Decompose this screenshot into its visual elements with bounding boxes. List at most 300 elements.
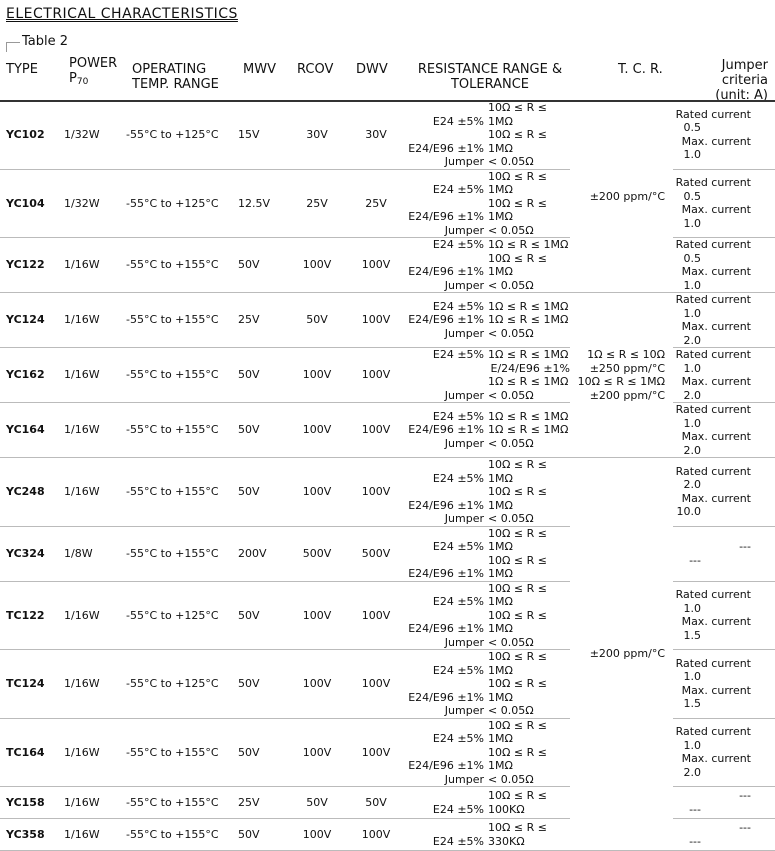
tolerance-label: Jumper [444,223,484,237]
cell-dwv: 100V [346,238,406,293]
resistance-range: 10Ω ≤ R ≤ 1MΩ [488,553,547,580]
jumper-line [673,375,775,402]
tolerance-label: Jumper [444,635,484,649]
jumper-label: Rated current [675,348,751,361]
resistance-line [406,197,570,224]
jumper-line [673,657,775,684]
resistance-range: 10Ω ≤ R ≤ 1MΩ [488,526,547,553]
cell-mwv: 50V [238,403,288,458]
cell-mwv: 200V [238,526,288,581]
cell-rcov: 100V [288,458,346,527]
jumper-line [673,348,775,375]
resistance-line [406,170,570,197]
resistance-range: 1Ω ≤ R ≤ 1MΩ [488,375,569,388]
cell-resistance [406,650,570,719]
cell-temp-range: -55°C to +155°C [126,293,238,348]
jumper-value: 0.5 [683,189,701,203]
cell-temp-range: -55°C to +155°C [126,238,238,293]
tolerance-label: E24/E96 ±1% [408,498,484,512]
resistance-range: 10Ω ≤ R ≤ 1MΩ [488,169,547,196]
resistance-line [406,582,570,609]
cell-mwv: 50V [238,458,288,527]
cell-type: YC358 [0,819,64,851]
cell-jumper [673,819,775,851]
cell-mwv: 12.5V [238,169,288,238]
cell-dwv: 100V [346,718,406,787]
cell-mwv: 50V [238,348,288,403]
cell-jumper [673,169,775,238]
resistance-range: < 0.05Ω [488,635,534,649]
jumper-label: Rated current [675,293,751,306]
resistance-line [406,636,570,650]
jumper-line [673,176,775,203]
cell-type: YC324 [0,526,64,581]
resistance-range: < 0.05Ω [488,704,534,717]
cell-dwv: 100V [346,293,406,348]
header-temp-line1: OPERATING [132,62,207,77]
jumper-label: Max. current [681,375,751,388]
cell-dwv: 50V [346,787,406,819]
cell-mwv: 15V [238,101,288,169]
cell-power: 1/32W [64,101,126,169]
header-power [69,56,117,90]
resistance-line [406,719,570,746]
resistance-range: 10Ω ≤ R ≤ 1MΩ [488,581,547,608]
cell-rcov: 30V [288,101,346,169]
cell-type: YC162 [0,348,64,403]
tolerance-label: E24 ±5% [432,238,484,251]
cell-rcov: 100V [288,403,346,458]
jumper-line [673,403,775,430]
table-row [0,458,775,527]
jumper-value: 1.0 [683,361,701,375]
caption-bracket [6,42,7,52]
cell-temp-range: -55°C to +125°C [126,581,238,650]
cell-mwv: 50V [238,581,288,650]
jumper-label: --- [739,789,751,802]
jumper-value: 1.0 [683,670,701,684]
cell-type: TC124 [0,650,64,719]
tcr-line: ±200 ppm/°C [589,388,665,402]
cell-power: 1/16W [64,458,126,527]
cell-temp-range: -55°C to +155°C [126,458,238,527]
cell-power: 1/8W [64,526,126,581]
jumper-line [673,320,775,347]
cell-dwv: 100V [346,650,406,719]
cell-jumper [673,581,775,650]
header-temp-range [132,62,219,92]
header-mwv: MWV [243,62,276,77]
cell-type: TC122 [0,581,64,650]
tolerance-label: Jumper [444,772,484,786]
caption-bracket-line [6,42,20,43]
cell-rcov: 100V [288,348,346,403]
table-body [0,101,775,851]
jumper-value: 2.0 [683,333,701,347]
resistance-range: < 0.05Ω [488,223,534,237]
resistance-line [406,437,570,451]
jumper-value: 1.0 [683,278,701,292]
header-jumper-line1: Jumper criteria [721,58,768,88]
cell-dwv: 100V [346,458,406,527]
cell-resistance [406,787,570,819]
tcr-line: 10Ω ≤ R ≤ 1MΩ [577,375,665,388]
table-caption: Table 2 [22,34,69,49]
jumper-line [673,265,775,292]
cell-rcov: 50V [288,787,346,819]
jumper-value: 1.0 [683,738,701,752]
cell-type: YC102 [0,101,64,169]
resistance-line [406,821,570,848]
tolerance-label: E24 ±5% [432,471,484,485]
cell-rcov: 25V [288,169,346,238]
tolerance-label: E/24/E96 ±1% [490,361,570,375]
cell-resistance [406,458,570,527]
tolerance-label: E24/E96 ±1% [408,690,484,704]
cell-rcov: 100V [288,718,346,787]
cell-jumper [673,526,775,581]
resistance-range: 10Ω ≤ R ≤ 1MΩ [488,718,547,745]
cell-type: YC124 [0,293,64,348]
resistance-range: 1Ω ≤ R ≤ 1MΩ [488,313,569,327]
jumper-label: Rated current [675,588,751,602]
cell-power: 1/16W [64,403,126,458]
tcr-line: ±250 ppm/°C [589,361,665,375]
jumper-label: Rated current [675,725,751,739]
resistance-range: 10Ω ≤ R ≤ 1MΩ [488,608,547,635]
tolerance-label: E24 ±5% [432,802,484,816]
jumper-line [673,789,775,816]
tolerance-label: E24/E96 ±1% [408,622,484,635]
cell-mwv: 50V [238,238,288,293]
jumper-label: Rated current [675,464,751,478]
jumper-label: Max. current [681,134,751,148]
cell-dwv: 100V [346,348,406,403]
resistance-range: < 0.05Ω [488,326,534,340]
resistance-line [406,512,570,526]
table-row [0,101,775,169]
jumper-value: 10.0 [676,505,701,519]
cell-power: 1/16W [64,650,126,719]
cell-jumper [673,403,775,458]
cell-resistance [406,348,570,403]
resistance-range: 1Ω ≤ R ≤ 1MΩ [488,238,569,251]
resistance-line [406,410,570,424]
jumper-value: 0.5 [683,121,701,135]
resistance-range: < 0.05Ω [488,278,534,292]
jumper-label: --- [739,540,751,553]
jumper-label: Rated current [675,176,751,190]
cell-rcov: 100V [288,819,346,851]
jumper-line [673,725,775,752]
cell-resistance [406,403,570,458]
cell-temp-range: -55°C to +155°C [126,348,238,403]
jumper-line [673,465,775,492]
jumper-value: 0.5 [683,251,701,265]
jumper-value: 1.0 [683,416,701,430]
cell-type: YC122 [0,238,64,293]
resistance-range: 10Ω ≤ R ≤ 1MΩ [488,458,547,485]
resistance-range: 10Ω ≤ R ≤ 100KΩ [488,789,547,816]
tolerance-label: E24/E96 ±1% [408,759,484,772]
jumper-line [673,615,775,642]
tolerance-label: Jumper [444,155,484,168]
cell-jumper [673,458,775,527]
resistance-range: 10Ω ≤ R ≤ 330KΩ [488,821,547,848]
cell-tcr [570,101,673,293]
resistance-range: 1Ω ≤ R ≤ 1MΩ [488,409,569,423]
cell-power: 1/16W [64,238,126,293]
header-rcov: RCOV [297,62,334,77]
cell-resistance [406,238,570,293]
jumper-value: --- [689,802,701,816]
resistance-line [406,279,570,293]
tolerance-label: Jumper [444,278,484,292]
jumper-value: 1.0 [683,306,701,320]
header-res-line1: RESISTANCE RANGE & [417,62,563,77]
resistance-line [406,527,570,554]
tolerance-label: E24 ±5% [432,299,484,313]
table-row [0,293,775,348]
resistance-line [406,773,570,787]
cell-tcr [570,458,673,851]
cell-mwv: 25V [238,293,288,348]
jumper-value: 1.5 [683,697,701,711]
jumper-line [673,752,775,779]
cell-type: YC158 [0,787,64,819]
tolerance-label: E24/E96 ±1% [408,423,484,437]
cell-type: YC248 [0,458,64,527]
tolerance-label: E24 ±5% [432,595,484,608]
tolerance-label: E24/E96 ±1% [408,313,484,327]
cell-mwv: 50V [238,819,288,851]
cell-mwv: 50V [238,650,288,719]
resistance-line [406,300,570,314]
cell-jumper [673,718,775,787]
resistance-line [406,348,570,362]
cell-dwv: 100V [346,581,406,650]
jumper-value: 1.0 [683,216,701,230]
cell-temp-range: -55°C to +125°C [126,169,238,238]
tcr-line: ±200 ppm/°C [589,189,665,203]
cell-power: 1/16W [64,293,126,348]
cell-jumper [673,238,775,293]
jumper-label: --- [739,821,751,834]
jumper-label: Max. current [681,265,751,278]
jumper-label: Rated current [675,403,751,416]
header-temp-line2: TEMP. RANGE [132,77,219,92]
jumper-line [673,684,775,711]
tolerance-label: E24 ±5% [432,183,484,196]
resistance-line [406,155,570,169]
tolerance-label: E24 ±5% [432,732,484,745]
cell-temp-range: -55°C to +125°C [126,101,238,169]
cell-power: 1/16W [64,718,126,787]
cell-temp-range: -55°C to +155°C [126,787,238,819]
section-title: ELECTRICAL CHARACTERISTICS [6,6,238,22]
cell-jumper [673,101,775,169]
tolerance-label: E24/E96 ±1% [408,141,484,155]
jumper-value: --- [689,553,701,567]
resistance-range: 10Ω ≤ R ≤ 1MΩ [488,745,547,772]
resistance-line [406,101,570,128]
jumper-line [673,238,775,265]
jumper-label: Rated current [675,107,751,121]
cell-dwv: 30V [346,101,406,169]
jumper-value: 2.0 [683,478,701,492]
tolerance-label: E24 ±5% [432,540,484,553]
tolerance-label: Jumper [444,512,484,525]
resistance-line [406,609,570,636]
jumper-label: Max. current [681,430,751,443]
jumper-label: Max. current [681,615,751,629]
resistance-line [406,313,570,327]
resistance-line [406,677,570,704]
resistance-range: < 0.05Ω [488,512,534,525]
cell-resistance [406,581,570,650]
jumper-value: 2.0 [683,443,701,457]
cell-power: 1/16W [64,348,126,403]
jumper-value: 2.0 [683,388,701,402]
resistance-line [406,238,570,252]
cell-rcov: 50V [288,293,346,348]
jumper-label: Max. current [681,683,751,697]
cell-rcov: 100V [288,581,346,650]
cell-temp-range: -55°C to +125°C [126,650,238,719]
tolerance-label: Jumper [444,326,484,340]
header-dwv: DWV [356,62,388,77]
cell-temp-range: -55°C to +155°C [126,819,238,851]
resistance-range: 10Ω ≤ R ≤ 1MΩ [488,251,547,278]
cell-resistance [406,526,570,581]
tolerance-label: E24 ±5% [432,834,484,848]
tolerance-label: E24/E96 ±1% [408,210,484,223]
cell-mwv: 50V [238,718,288,787]
cell-type: YC104 [0,169,64,238]
jumper-label: Max. current [681,203,751,217]
cell-power: 1/16W [64,819,126,851]
tolerance-label: Jumper [444,704,484,717]
jumper-label: Max. current [681,320,751,333]
cell-rcov: 500V [288,526,346,581]
resistance-line [406,389,570,403]
jumper-line [673,492,775,519]
jumper-line [673,821,775,848]
jumper-line [673,108,775,135]
resistance-range: 10Ω ≤ R ≤ 1MΩ [488,485,547,512]
resistance-line [406,554,570,581]
resistance-range: < 0.05Ω [488,388,534,402]
header-power-sub: 70 [76,77,89,87]
cell-dwv: 25V [346,169,406,238]
resistance-line [406,224,570,238]
header-res-line2: TOLERANCE [450,77,530,92]
cell-type: YC164 [0,403,64,458]
tolerance-label: E24/E96 ±1% [408,567,484,580]
tolerance-label: E24 ±5% [432,348,484,361]
cell-temp-range: -55°C to +155°C [126,526,238,581]
resistance-range: 10Ω ≤ R ≤ 1MΩ [488,650,547,677]
cell-dwv: 500V [346,526,406,581]
resistance-range: 10Ω ≤ R ≤ 1MΩ [488,101,547,128]
cell-resistance [406,819,570,851]
cell-temp-range: -55°C to +155°C [126,403,238,458]
resistance-line [406,485,570,512]
tolerance-label: E24/E96 ±1% [408,265,484,278]
cell-jumper [673,650,775,719]
cell-resistance [406,718,570,787]
jumper-line [673,293,775,320]
resistance-line [406,252,570,279]
jumper-value: 1.0 [683,601,701,615]
cell-rcov: 100V [288,238,346,293]
cell-power: 1/16W [64,787,126,819]
resistance-line [406,650,570,677]
resistance-range: 1Ω ≤ R ≤ 1MΩ [488,299,569,313]
cell-type: TC164 [0,718,64,787]
electrical-table [0,101,775,851]
header-power-p: P [69,71,77,86]
tcr-line: 1Ω ≤ R ≤ 10Ω [587,348,665,361]
jumper-value: 2.0 [683,765,701,779]
jumper-value: 1.0 [683,148,701,162]
cell-jumper [673,348,775,403]
resistance-range: < 0.05Ω [488,772,534,786]
cell-dwv: 100V [346,819,406,851]
resistance-range: 10Ω ≤ R ≤ 1MΩ [488,677,547,704]
header-tcr: T. C. R. [618,62,663,77]
cell-resistance [406,101,570,169]
jumper-line [673,203,775,230]
cell-jumper [673,293,775,348]
resistance-line [406,704,570,718]
tolerance-label: E24 ±5% [432,409,484,423]
resistance-line [406,327,570,341]
tolerance-label: Jumper [444,436,484,450]
header-jumper [678,58,768,103]
resistance-line [406,423,570,437]
resistance-range: 1Ω ≤ R ≤ 1MΩ [488,423,569,437]
tcr-line: ±200 ppm/°C [589,647,665,661]
header-jumper-line2: (unit: A) [715,88,768,103]
cell-power: 1/16W [64,581,126,650]
jumper-label: Rated current [675,656,751,670]
resistance-line [406,789,570,816]
cell-jumper [673,787,775,819]
jumper-line [673,135,775,162]
cell-power: 1/32W [64,169,126,238]
jumper-value: --- [689,834,701,848]
header-resistance [416,62,564,92]
tolerance-label: E24 ±5% [432,663,484,677]
cell-temp-range: -55°C to +155°C [126,718,238,787]
resistance-range: < 0.05Ω [488,436,534,450]
resistance-line [406,458,570,485]
resistance-range: 1Ω ≤ R ≤ 1MΩ [488,348,569,361]
jumper-label: Max. current [681,491,751,505]
jumper-label: Rated current [675,238,751,251]
cell-rcov: 100V [288,650,346,719]
cell-tcr [570,293,673,458]
cell-dwv: 100V [346,403,406,458]
header-power-label: POWER [69,56,118,71]
tolerance-label: E24 ±5% [432,114,484,128]
jumper-line [673,540,775,567]
cell-resistance [406,169,570,238]
resistance-range: 10Ω ≤ R ≤ 1MΩ [488,196,547,223]
resistance-line [406,362,570,389]
resistance-range: 10Ω ≤ R ≤ 1MΩ [488,128,547,155]
